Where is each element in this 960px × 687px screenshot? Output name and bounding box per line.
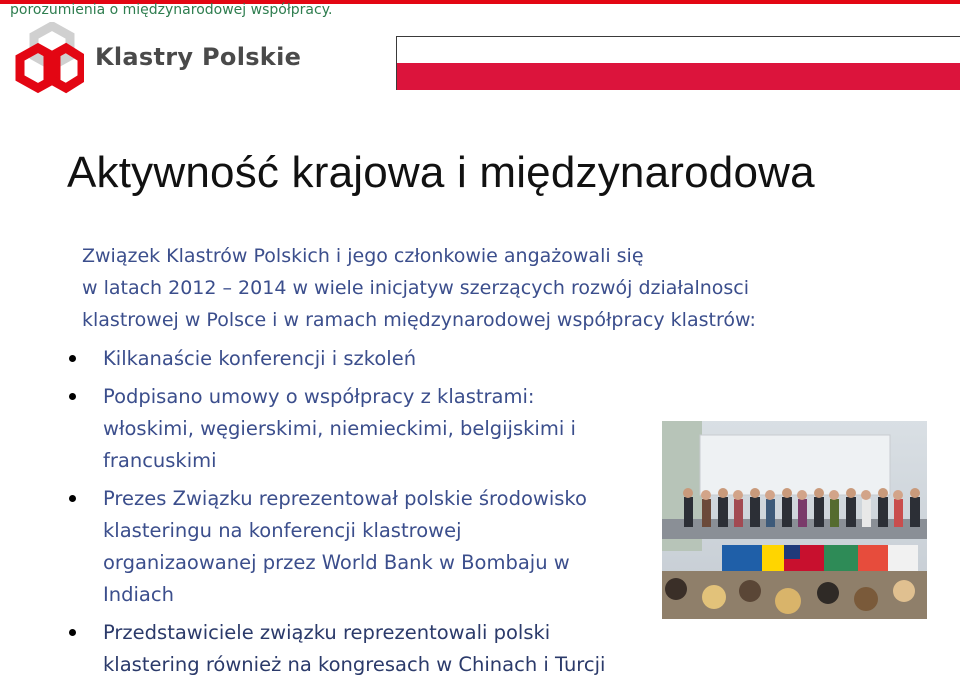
bullet-item (60, 343, 660, 375)
bullet-dot-icon (69, 629, 76, 636)
bullet-line: Podpisano umowy o współpracy z klastrami: (103, 385, 535, 408)
bullet-line: Przedstawiciele związku reprezentowali polski (103, 621, 551, 644)
intro-paragraph (82, 240, 872, 336)
bullet-line: Prezes Związku reprezentował polskie środowisko (103, 487, 587, 510)
slide-title: Aktywność krajowa i międzynarodowa (67, 148, 815, 197)
bullet-line: francuskimi (103, 449, 217, 472)
flag-white-stripe (397, 37, 960, 63)
bullet-list (60, 343, 660, 687)
bullet-dot-icon (69, 393, 76, 400)
flag-red-stripe (397, 63, 960, 90)
bullet-line: klasteringu na konferencji klastrowej (103, 519, 462, 542)
bullet-item (60, 617, 660, 681)
bullet-line: klastering również na kongresach w Chinach i Turcji (103, 653, 606, 676)
klastry-polskie-logo-icon (8, 22, 84, 96)
logo-text: Klastry Polskie (95, 43, 302, 71)
bullet-dot-icon (69, 355, 76, 362)
polish-flag-banner (396, 36, 960, 90)
bullet-line: Indiach (103, 583, 174, 606)
top-caption: porozumienia o międzynarodowej współpracy. (10, 2, 333, 18)
bullet-dot-icon (69, 495, 76, 502)
conference-photo (662, 421, 927, 619)
bullet-item (60, 483, 660, 611)
intro-line: w latach 2012 – 2014 w wiele inicjatyw szerzących rozwój działalnosci (82, 277, 750, 299)
bullet-line: włoskimi, węgierskimi, niemieckimi, belgijskimi i (103, 417, 576, 440)
bullet-item (60, 381, 660, 477)
intro-line: klastrowej w Polsce i w ramach międzynarodowej współpracy klastrów: (82, 309, 756, 331)
bullet-line: Kilkanaście konferencji i szkoleń (103, 347, 417, 370)
intro-line: Związek Klastrów Polskich i jego członkowie angażowali się (82, 245, 644, 267)
bullet-line: organizaowanej przez World Bank w Bombaju w (103, 551, 570, 574)
